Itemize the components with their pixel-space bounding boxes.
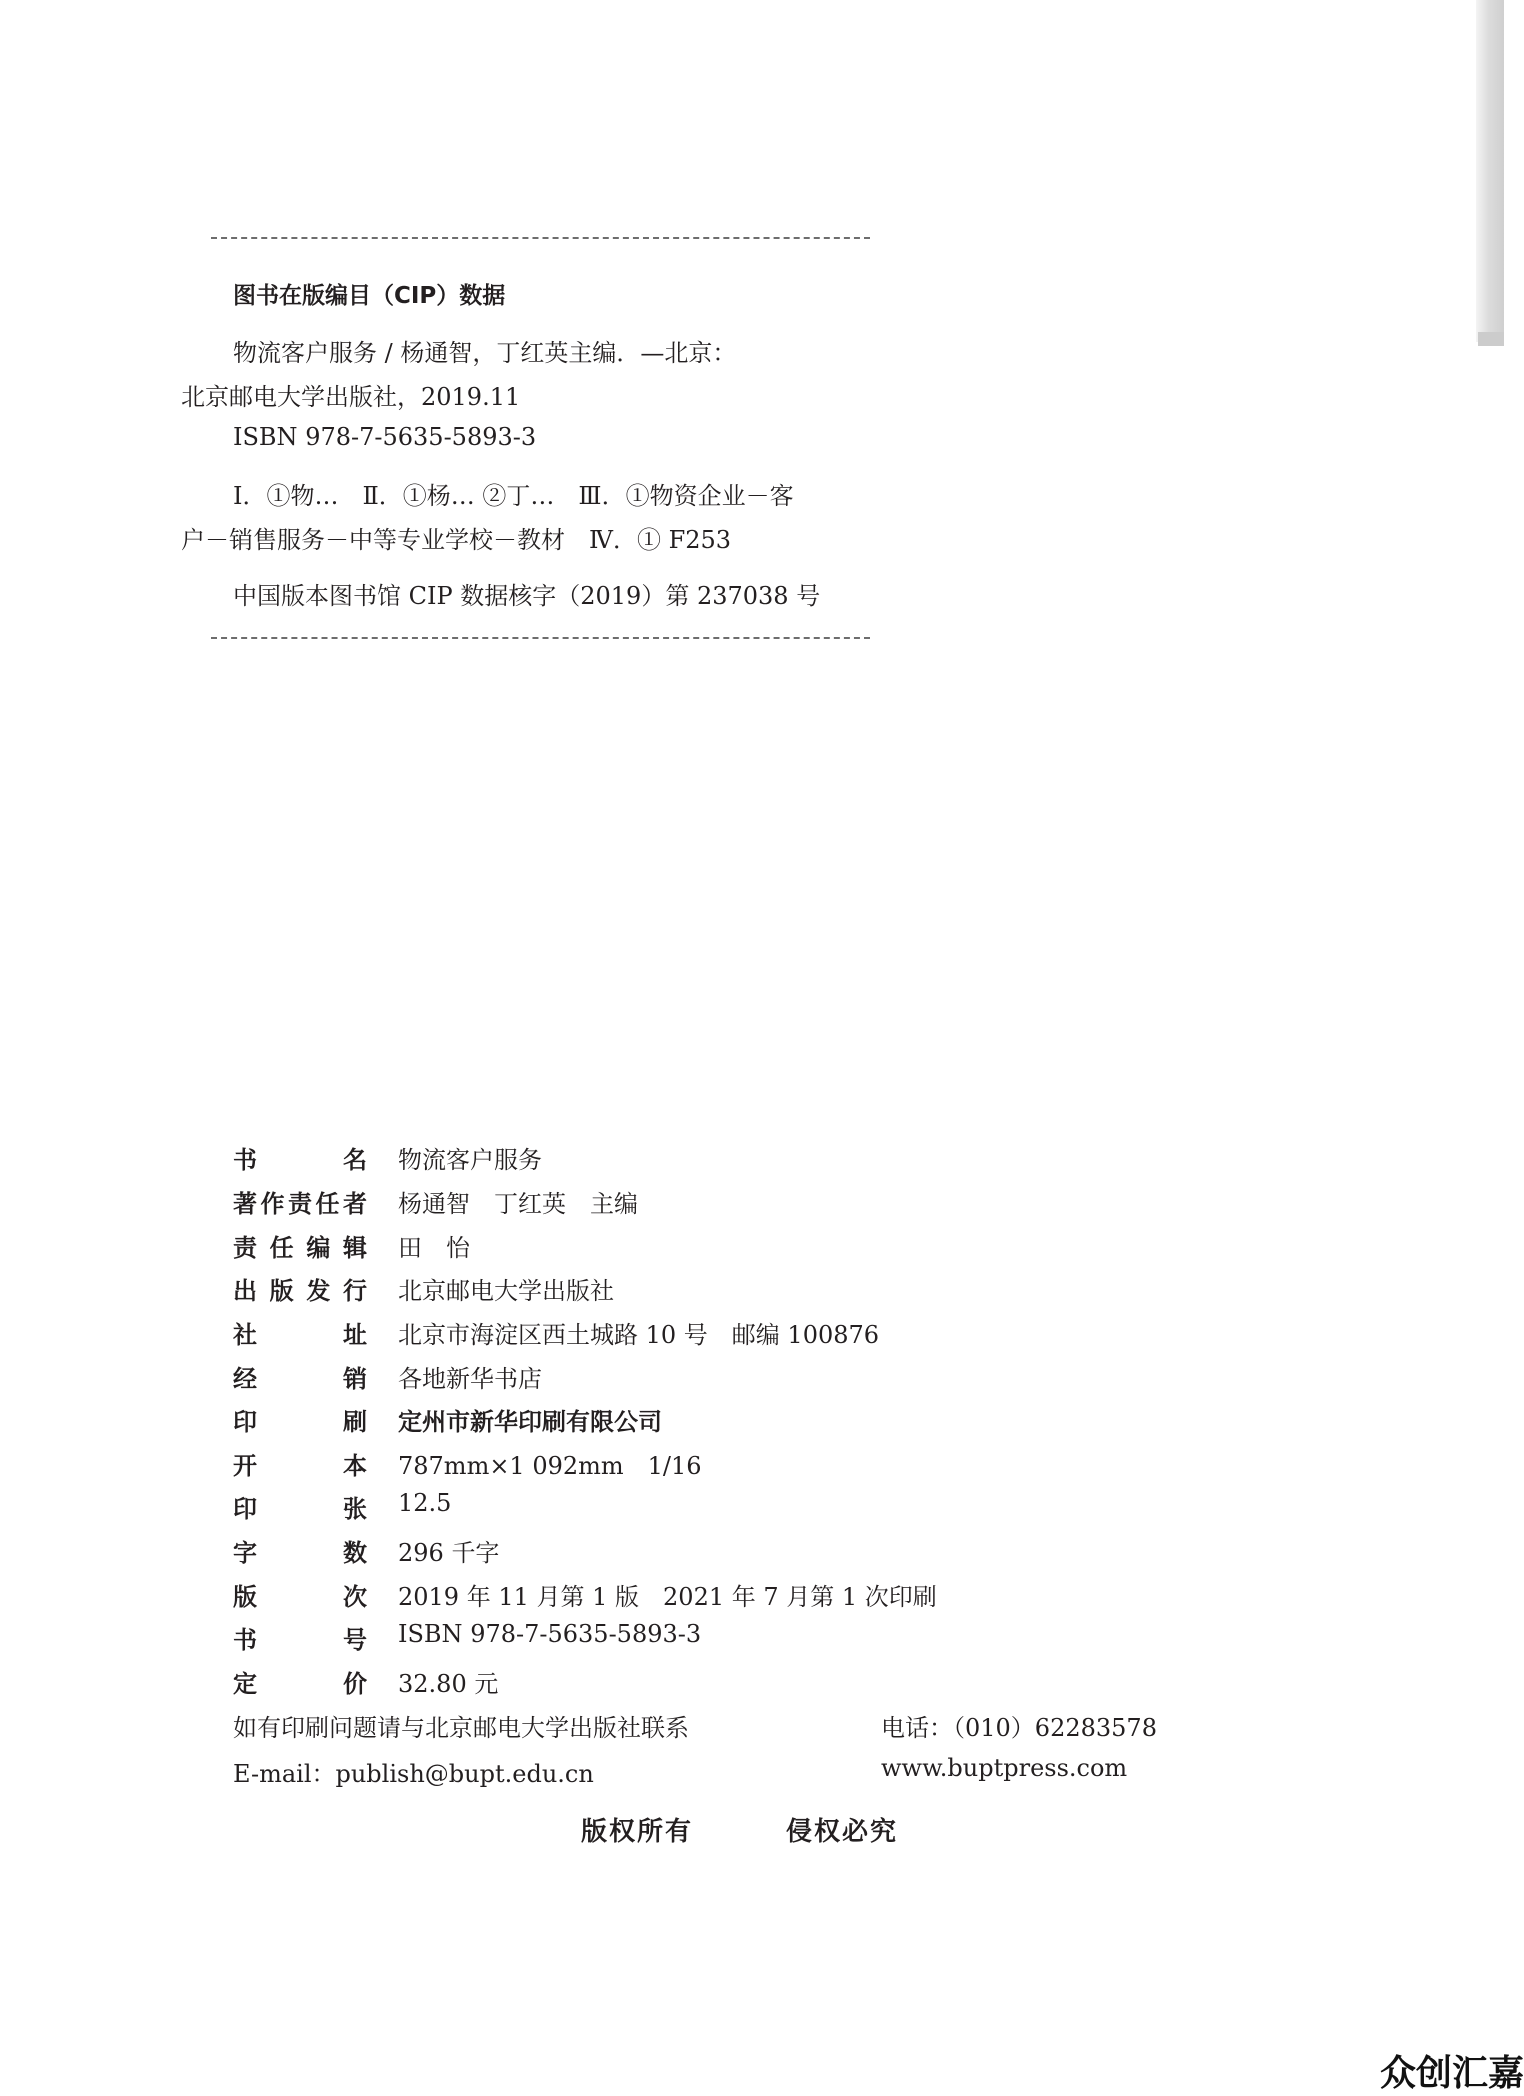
info-value: 12.5	[398, 1489, 452, 1517]
info-label: 责任编辑	[233, 1234, 367, 1262]
info-value: 787mm×1 092mm 1/16	[398, 1452, 702, 1480]
infringement-warning: 侵权必究	[786, 1817, 899, 1847]
info-row-printer	[233, 1402, 1233, 1436]
page-edge-strip	[1476, 0, 1504, 342]
info-label: 社址	[233, 1321, 367, 1349]
cip-line-3: ISBN 978-7-5635-5893-3	[233, 423, 537, 451]
info-label: 印张	[233, 1495, 367, 1523]
page-edge-tick	[1478, 332, 1504, 346]
info-row-authors	[233, 1184, 1233, 1218]
info-row-title	[233, 1140, 1233, 1174]
info-row-isbn	[233, 1620, 1233, 1654]
cip-top-divider	[211, 237, 870, 239]
info-row-price	[233, 1664, 1233, 1698]
info-row-edition	[233, 1577, 1233, 1611]
cip-line-6: 中国版本图书馆 CIP 数据核字（2019）第 237038 号	[233, 582, 821, 610]
info-label: 印刷	[233, 1408, 367, 1436]
info-row-format	[233, 1446, 1233, 1480]
info-value: ISBN 978-7-5635-5893-3	[398, 1620, 702, 1648]
info-value: 田 怡	[398, 1234, 470, 1262]
info-row-sheets	[233, 1489, 1233, 1523]
info-label: 定价	[233, 1670, 367, 1698]
info-value: 32.80 元	[398, 1670, 499, 1698]
print-issue-notice: 如有印刷问题请与北京邮电大学出版社联系	[233, 1714, 689, 1742]
cip-title: 图书在版编目（CIP）数据	[233, 283, 506, 309]
cip-line-4: Ⅰ．①物… Ⅱ．①杨… ②丁… Ⅲ．①物资企业－客	[233, 482, 794, 510]
publisher-website: www.buptpress.com	[881, 1754, 1128, 1782]
info-label: 版次	[233, 1583, 367, 1611]
info-label: 书名	[233, 1146, 367, 1174]
info-value: 定州市新华印刷有限公司	[398, 1408, 662, 1436]
info-value: 296 千字	[398, 1539, 500, 1567]
info-value: 北京邮电大学出版社	[398, 1277, 614, 1305]
info-label: 开本	[233, 1452, 367, 1480]
info-label: 著作责任者	[233, 1190, 367, 1218]
info-row-address	[233, 1315, 1233, 1349]
cip-bottom-divider	[211, 637, 870, 639]
cip-line-5: 户－销售服务－中等专业学校－教材 Ⅳ．① F253	[181, 526, 732, 554]
copyright-reserved: 版权所有	[581, 1817, 694, 1847]
contact-email: E-mail：publish@bupt.edu.cn	[233, 1760, 594, 1788]
info-row-distributor	[233, 1359, 1233, 1393]
contact-phone: 电话：（010）62283578	[881, 1714, 1157, 1742]
info-label: 字数	[233, 1539, 367, 1567]
info-row-word-count	[233, 1533, 1233, 1567]
cip-line-2: 北京邮电大学出版社，2019.11	[181, 383, 521, 411]
info-value: 物流客户服务	[398, 1146, 542, 1174]
info-value: 各地新华书店	[398, 1365, 542, 1393]
info-row-editor	[233, 1228, 1233, 1262]
info-label: 经销	[233, 1365, 367, 1393]
info-value: 2019 年 11 月第 1 版 2021 年 7 月第 1 次印刷	[398, 1583, 937, 1611]
info-value: 杨通智 丁红英 主编	[398, 1190, 638, 1218]
info-value: 北京市海淀区西土城路 10 号 邮编 100876	[398, 1321, 880, 1349]
info-label: 书号	[233, 1626, 367, 1654]
info-row-publisher	[233, 1271, 1233, 1305]
watermark-logo: 众创汇嘉	[1380, 2053, 1524, 2094]
info-label: 出版发行	[233, 1277, 367, 1305]
cip-line-1: 物流客户服务 / 杨通智，丁红英主编．—北京：	[233, 339, 737, 367]
